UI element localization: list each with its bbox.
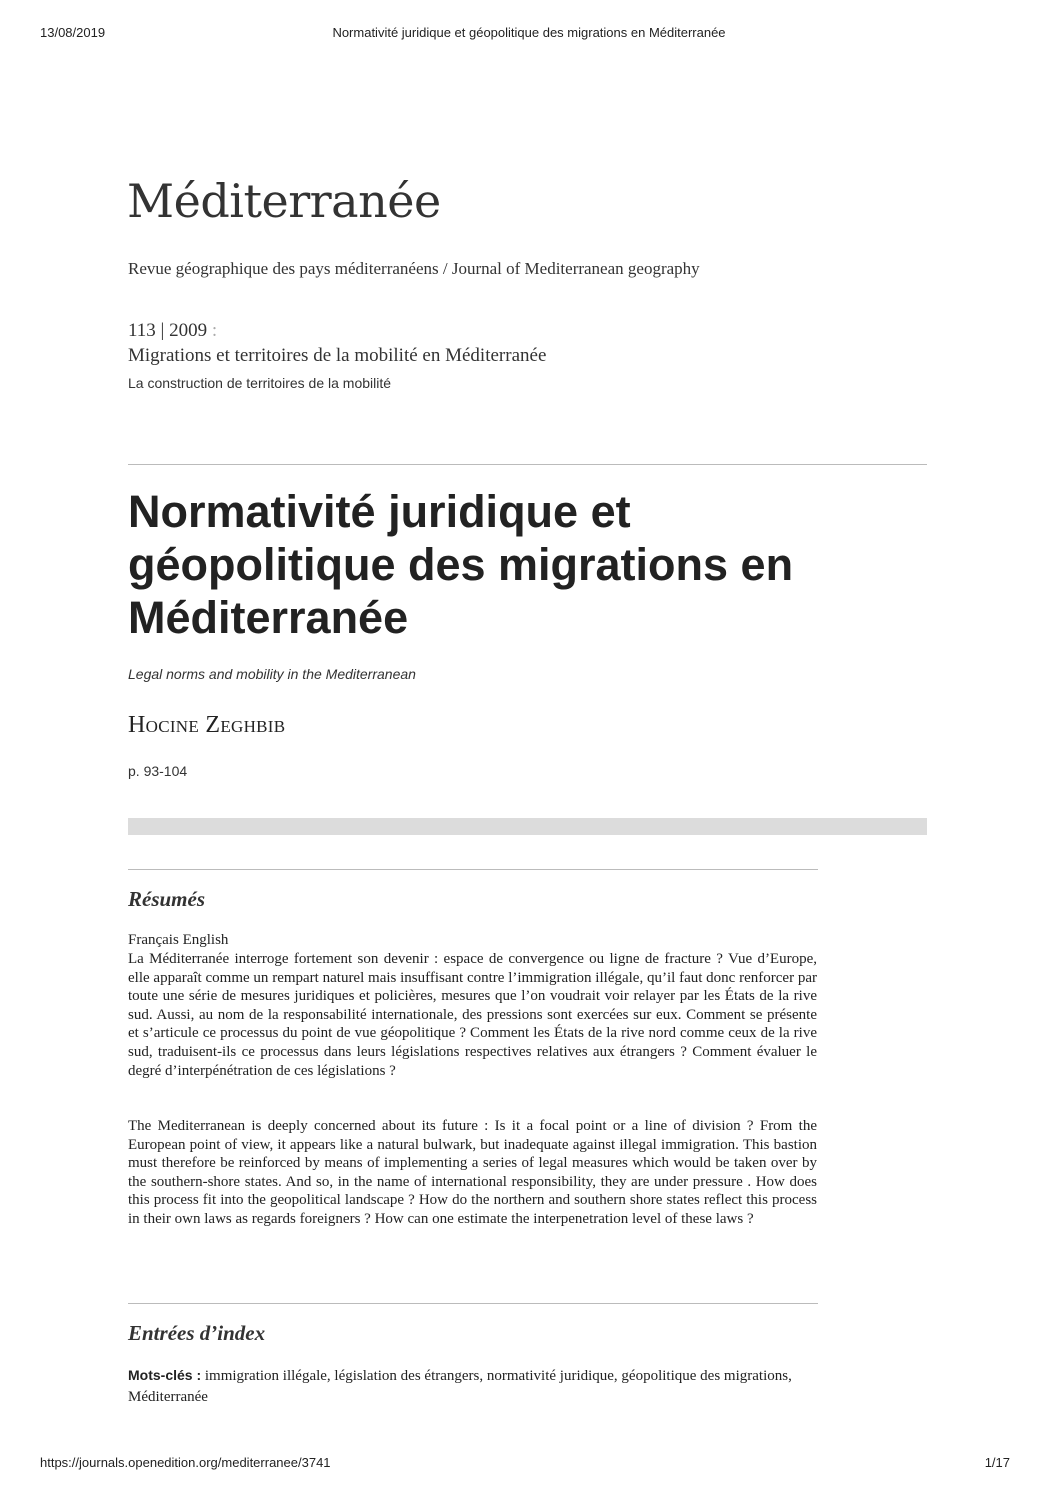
issue-colon: : [211, 320, 218, 341]
article-title: Normativité juridique et géopolitique des migrations en Méditerranée [128, 486, 794, 643]
abstract-english: The Mediterranean is deeply concerned about its future : Is it a focal point or a line of division ? From the European point of view, it appears like a natural bulwark, but inadequate against illegal immigration. This bastion must therefore be reinforced by means of implementing a series of legal measures which would be taken over by the southern-shore states. And so, in the name of international responsibility, they are under pressure . How does this process fit into the geopolitical landscape ? How do the northern and southern shore states reflect this process in their own laws as regards foreigners ? How can one estimate the interpenetration level of these laws ? [128, 1118, 817, 1227]
keywords-list[interactable]: immigration illégale, législation des étrangers, normativité juridique, géopolitique des migrations, Méditerranée [128, 1368, 792, 1405]
issue-theme[interactable]: Migrations et territoires de la mobilité en Méditerranée [128, 345, 547, 366]
journal-title[interactable]: Méditerranée [127, 174, 441, 228]
abstract-language-links[interactable]: Français English [128, 932, 229, 948]
page-range: p. 93-104 [128, 763, 188, 779]
print-date: 13/08/2019 [40, 25, 106, 40]
toolbar-band [128, 818, 927, 835]
abstracts-heading: Résumés [128, 887, 206, 911]
page-count: 1/17 [984, 1455, 1010, 1470]
divider [128, 1303, 818, 1304]
abstract-french: La Méditerranée interroge fortement son devenir : espace de convergence ou ligne de fracture ? Vue d’Europe, elle apparaît comme un rempart naturel mais insuffisant contre l’immigration illégale, qu’il faut donc renforcer par toute une série de mesures juridiques et policières, mesures que l’on voudrait voir relayer par les États de la rive sud. Aussi, au nom de la responsabilité internationale, des pressions sont exercées sur eux. Comment se présente et s’articule ce processus du point de vue géopolitique ? Comment les États de la rive nord comme ceux de la rive sud, traduisent-ils ce processus dans leurs législations respectives relatives aux étrangers ? Comment évaluer le degré d’interpénétration de ces législations ? [128, 951, 817, 1079]
issue-section: La construction de territoires de la mobilité [128, 375, 392, 391]
author-name[interactable]: Hocine Zeghbib [128, 712, 286, 738]
keywords-block [128, 1365, 817, 1408]
issue-year: 2009 [169, 320, 208, 341]
print-page-title: Normativité juridique et géopolitique des migrations en Méditerranée [332, 25, 726, 40]
issue-number-line[interactable] [128, 320, 217, 342]
page-url: https://journals.openedition.org/mediterranee/3741 [40, 1455, 331, 1470]
index-entries-heading: Entrées d’index [128, 1321, 266, 1345]
issue-separator: | [160, 320, 165, 341]
journal-subtitle: Revue géographique des pays méditerranéens / Journal of Mediterranean geography [128, 259, 700, 278]
issue-number: 113 [128, 320, 156, 341]
keywords-label: Mots-clés : [128, 1367, 202, 1383]
divider [128, 869, 818, 870]
divider [128, 464, 927, 465]
article-subtitle: Legal norms and mobility in the Mediterranean [128, 666, 416, 682]
